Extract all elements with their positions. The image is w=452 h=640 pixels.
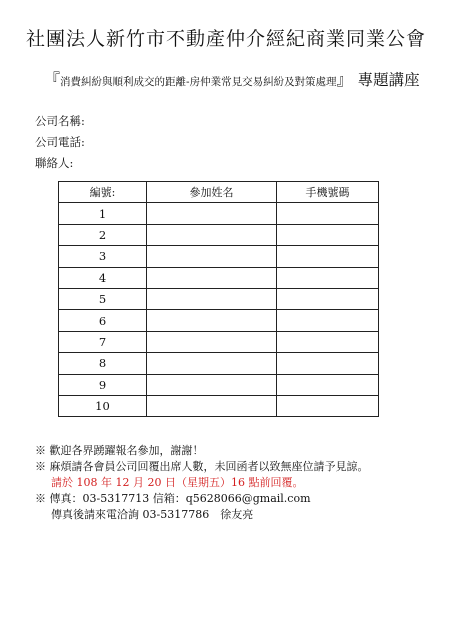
note-contact: ※ 傳真：03-5317713 信箱：q5628066@gmail.com <box>35 492 311 505</box>
attendee-name-cell <box>147 203 277 224</box>
table-row <box>59 395 379 416</box>
attendee-phone-cell <box>277 331 379 352</box>
row-number: 10 <box>59 395 147 416</box>
company-info-fields <box>35 111 85 174</box>
row-number: 2 <box>59 224 147 245</box>
row-number: 6 <box>59 310 147 331</box>
table-row <box>59 288 379 309</box>
subtitle-close-bracket: 』 <box>336 70 353 89</box>
attendee-phone-cell <box>277 310 379 331</box>
row-number: 7 <box>59 331 147 352</box>
row-number: 9 <box>59 374 147 395</box>
attendee-phone-cell <box>277 395 379 416</box>
contact-person-label: 聯絡人: <box>35 156 74 170</box>
notes-section <box>35 443 369 523</box>
attendee-phone-cell <box>277 224 379 245</box>
table-row <box>59 224 379 245</box>
attendee-phone-cell <box>277 246 379 267</box>
table-row <box>59 353 379 374</box>
attendee-phone-cell <box>277 267 379 288</box>
table-row <box>59 331 379 352</box>
table-header-row <box>59 182 379 203</box>
attendee-phone-cell <box>277 203 379 224</box>
page-title: 社團法人新竹市不動產仲介經紀商業同業公會 <box>25 28 426 50</box>
company-name-label: 公司名稱: <box>35 114 85 128</box>
row-number: 1 <box>59 203 147 224</box>
attendee-phone-cell <box>277 374 379 395</box>
company-phone-label: 公司電話: <box>35 135 85 149</box>
table-row <box>59 203 379 224</box>
attendee-name-cell <box>147 246 277 267</box>
header-name: 參加姓名 <box>147 182 277 203</box>
subtitle-open-bracket: 『 <box>44 70 61 89</box>
table-row <box>59 374 379 395</box>
attendee-phone-cell <box>277 353 379 374</box>
table-row <box>59 267 379 288</box>
header-phone: 手機號碼 <box>277 182 379 203</box>
attendee-table <box>58 181 379 417</box>
attendee-name-cell <box>147 395 277 416</box>
subtitle-topic: 消費糾紛與順利成交的距離-房仲業常見交易糾紛及對策處理 <box>60 76 337 88</box>
attendee-name-cell <box>147 374 277 395</box>
row-number: 4 <box>59 267 147 288</box>
attendee-name-cell <box>147 353 277 374</box>
attendee-name-cell <box>147 310 277 331</box>
subtitle-suffix: 專題講座 <box>357 71 420 89</box>
row-number: 3 <box>59 246 147 267</box>
note-reply-request: ※ 麻煩請各會員公司回覆出席人數，未回函者以致無座位請予見諒。 <box>35 460 369 473</box>
note-contact-followup: 傳真後請來電洽詢 03-5317786 徐友亮 <box>51 508 254 521</box>
event-subtitle <box>44 70 444 92</box>
table-row <box>59 310 379 331</box>
header-number: 編號: <box>59 182 147 203</box>
note-deadline: 請於 108 年 12 月 20 日（星期五）16 點前回覆。 <box>51 476 304 489</box>
attendee-name-cell <box>147 331 277 352</box>
attendee-name-cell <box>147 288 277 309</box>
row-number: 5 <box>59 288 147 309</box>
note-welcome: ※ 歡迎各界踴躍報名參加，謝謝！ <box>35 444 204 457</box>
attendee-phone-cell <box>277 288 379 309</box>
attendee-name-cell <box>147 267 277 288</box>
attendee-name-cell <box>147 224 277 245</box>
row-number: 8 <box>59 353 147 374</box>
table-row <box>59 246 379 267</box>
